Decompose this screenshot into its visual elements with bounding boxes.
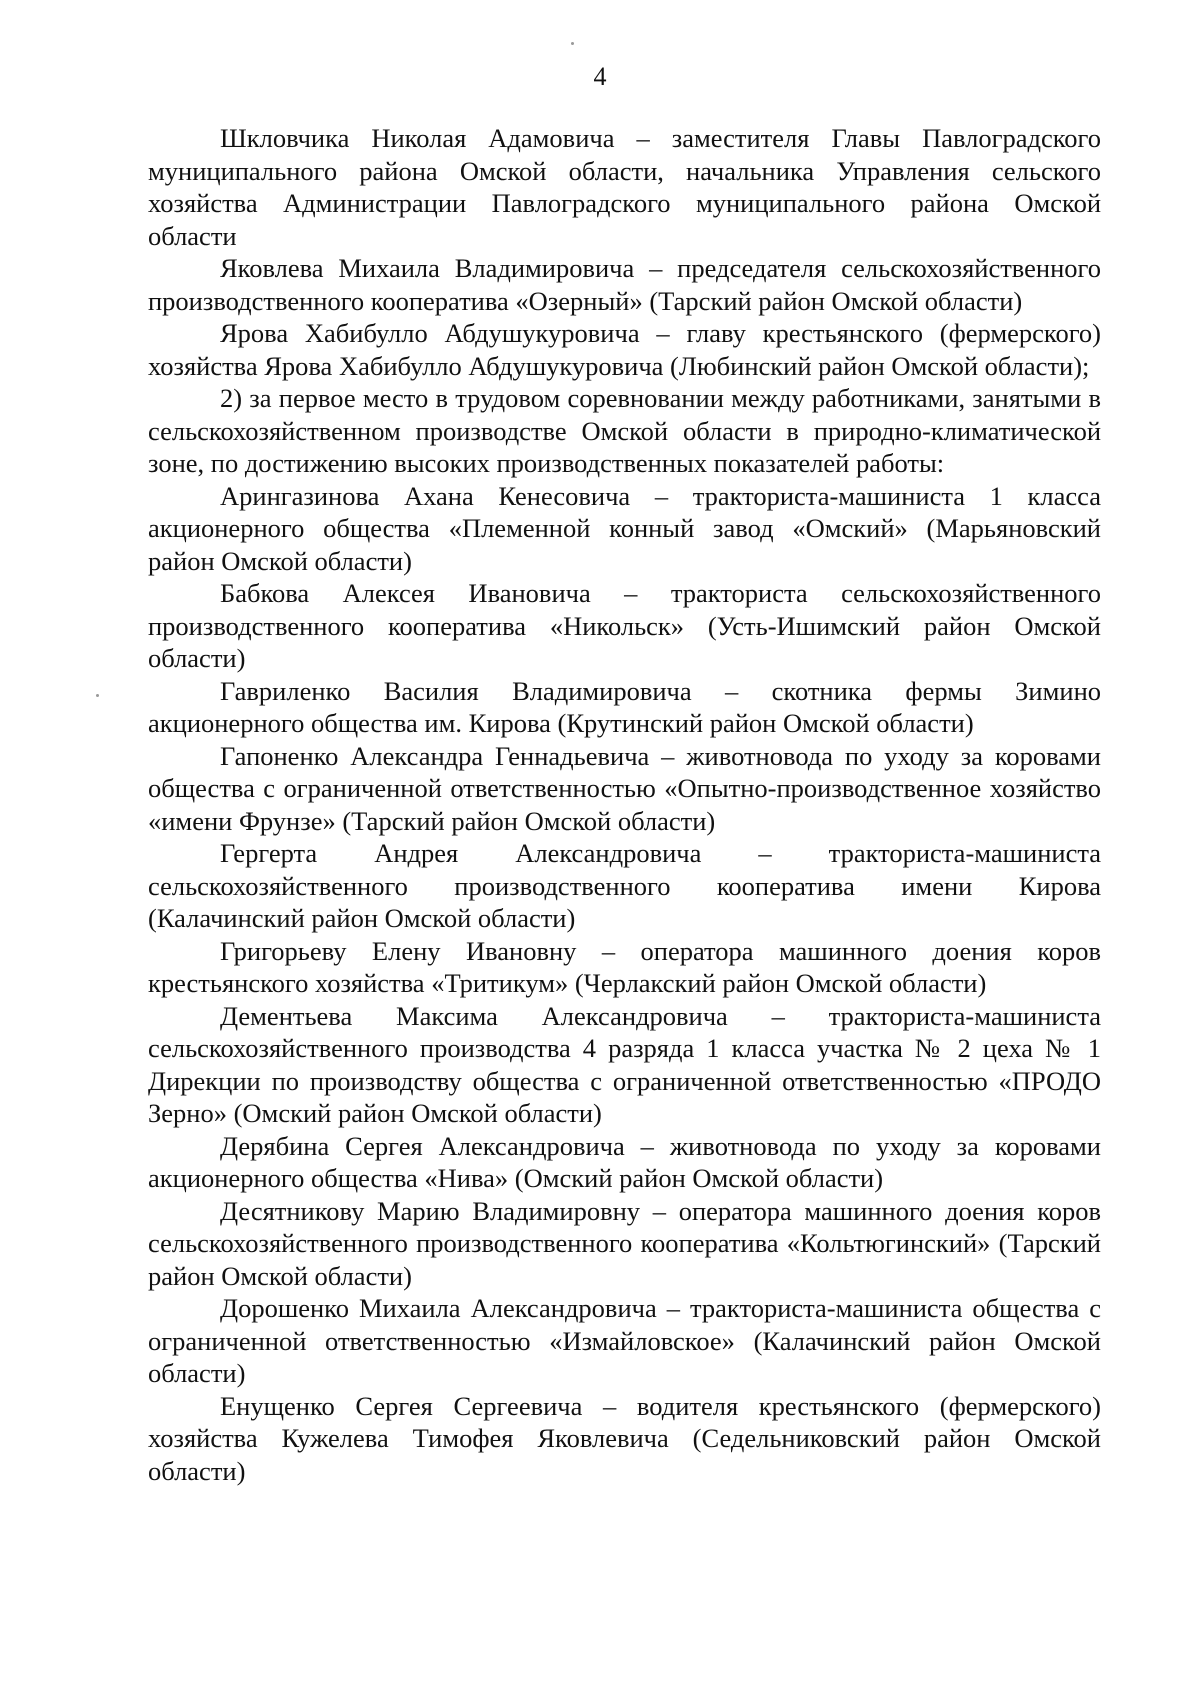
paragraph-shklovchik: Шкловчика Николая Адамовича – заместителя Главы Павлоградского муниципального района Омской области, начальника Управления сельского хозяйства Администрации Павлоградского муниципального района Омской области xyxy=(148,123,1101,251)
paragraph-babkov: Бабкова Алексея Ивановича – тракториста сельскохозяйственного производственного кооператива «Никольск» (Усть-Ишимский район Омской области) xyxy=(148,578,1101,673)
paragraph-enushchenko: Енущенко Сергея Сергеевича – водителя крестьянского (фермерского) хозяйства Кужелева Тимофея Яковлевича (Седельниковский район Омской области) xyxy=(148,1390,1101,1486)
paragraph-yakovlev: Яковлева Михаила Владимировича – председателя сельскохозяйственного производственного кооператива «Озерный» (Тарский район Омской области) xyxy=(148,253,1101,316)
paragraph-deryabin: Дерябина Сергея Александровича – животновода по уходу за коровами акционерного общества «Нива» (Омский район Омской области) xyxy=(148,1130,1101,1193)
document-body xyxy=(148,122,1101,1487)
page-number: 4 xyxy=(593,62,607,91)
paragraph-grigoreva: Григорьеву Елену Ивановну – оператора машинного доения коров крестьянского хозяйства «Тритикум» (Черлакский район Омской области) xyxy=(148,935,1101,998)
paragraph-dementev: Дементьева Максима Александровича – тракториста-машиниста сельскохозяйственного производства 4 разряда 1 класса участка № 2 цеха № 1 Дирекции по производству общества с ограниченной ответственностью «ПРОДО Зерно» (Омский район Омской области) xyxy=(148,1000,1101,1128)
paragraph-section-2: 2) за первое место в трудовом соревновании между работниками, занятыми в сельскохозяйственном производстве Омской области в природно-климатической зоне, по достижению высоких производственных показателей работы: xyxy=(148,383,1101,478)
paragraph-yarov: Ярова Хабибулло Абдушукуровича – главу крестьянского (фермерского) хозяйства Ярова Хабибулло Абдушукуровича (Любинский район Омской области); xyxy=(148,318,1101,381)
paragraph-gavrilenko: Гавриленко Василия Владимировича – скотника фермы Зимино акционерного общества им. Кирова (Крутинский район Омской области) xyxy=(148,675,1101,738)
paragraph-desyatnikova: Десятникову Марию Владимировну – оператора машинного доения коров сельскохозяйственного производственного кооператива «Кольтюгинский» (Тарский район Омской области) xyxy=(148,1195,1101,1291)
scan-speck xyxy=(571,42,574,45)
paragraph-gaponenko: Гапоненко Александра Геннадьевича – животновода по уходу за коровами общества с ограниченной ответственностью «Опытно-производственное хозяйство «имени Фрунзе» (Тарский район Омской области) xyxy=(148,740,1101,836)
scan-speck xyxy=(96,694,99,697)
paragraph-gergert: Гергерта Андрея Александровича – тракториста-машиниста сельскохозяйственного производственного кооператива имени Кирова (Калачинский район Омской области) xyxy=(148,838,1101,933)
paragraph-doroshenko: Дорошенко Михаила Александровича – тракториста-машиниста общества с ограниченной ответственностью «Измайловское» (Калачинский район Омской области) xyxy=(148,1293,1101,1388)
paragraph-aringazinov: Арингазинова Ахана Кенесовича – тракториста-машиниста 1 класса акционерного общества «Племенной конный завод «Омский» (Марьяновский район Омской области) xyxy=(148,480,1101,576)
